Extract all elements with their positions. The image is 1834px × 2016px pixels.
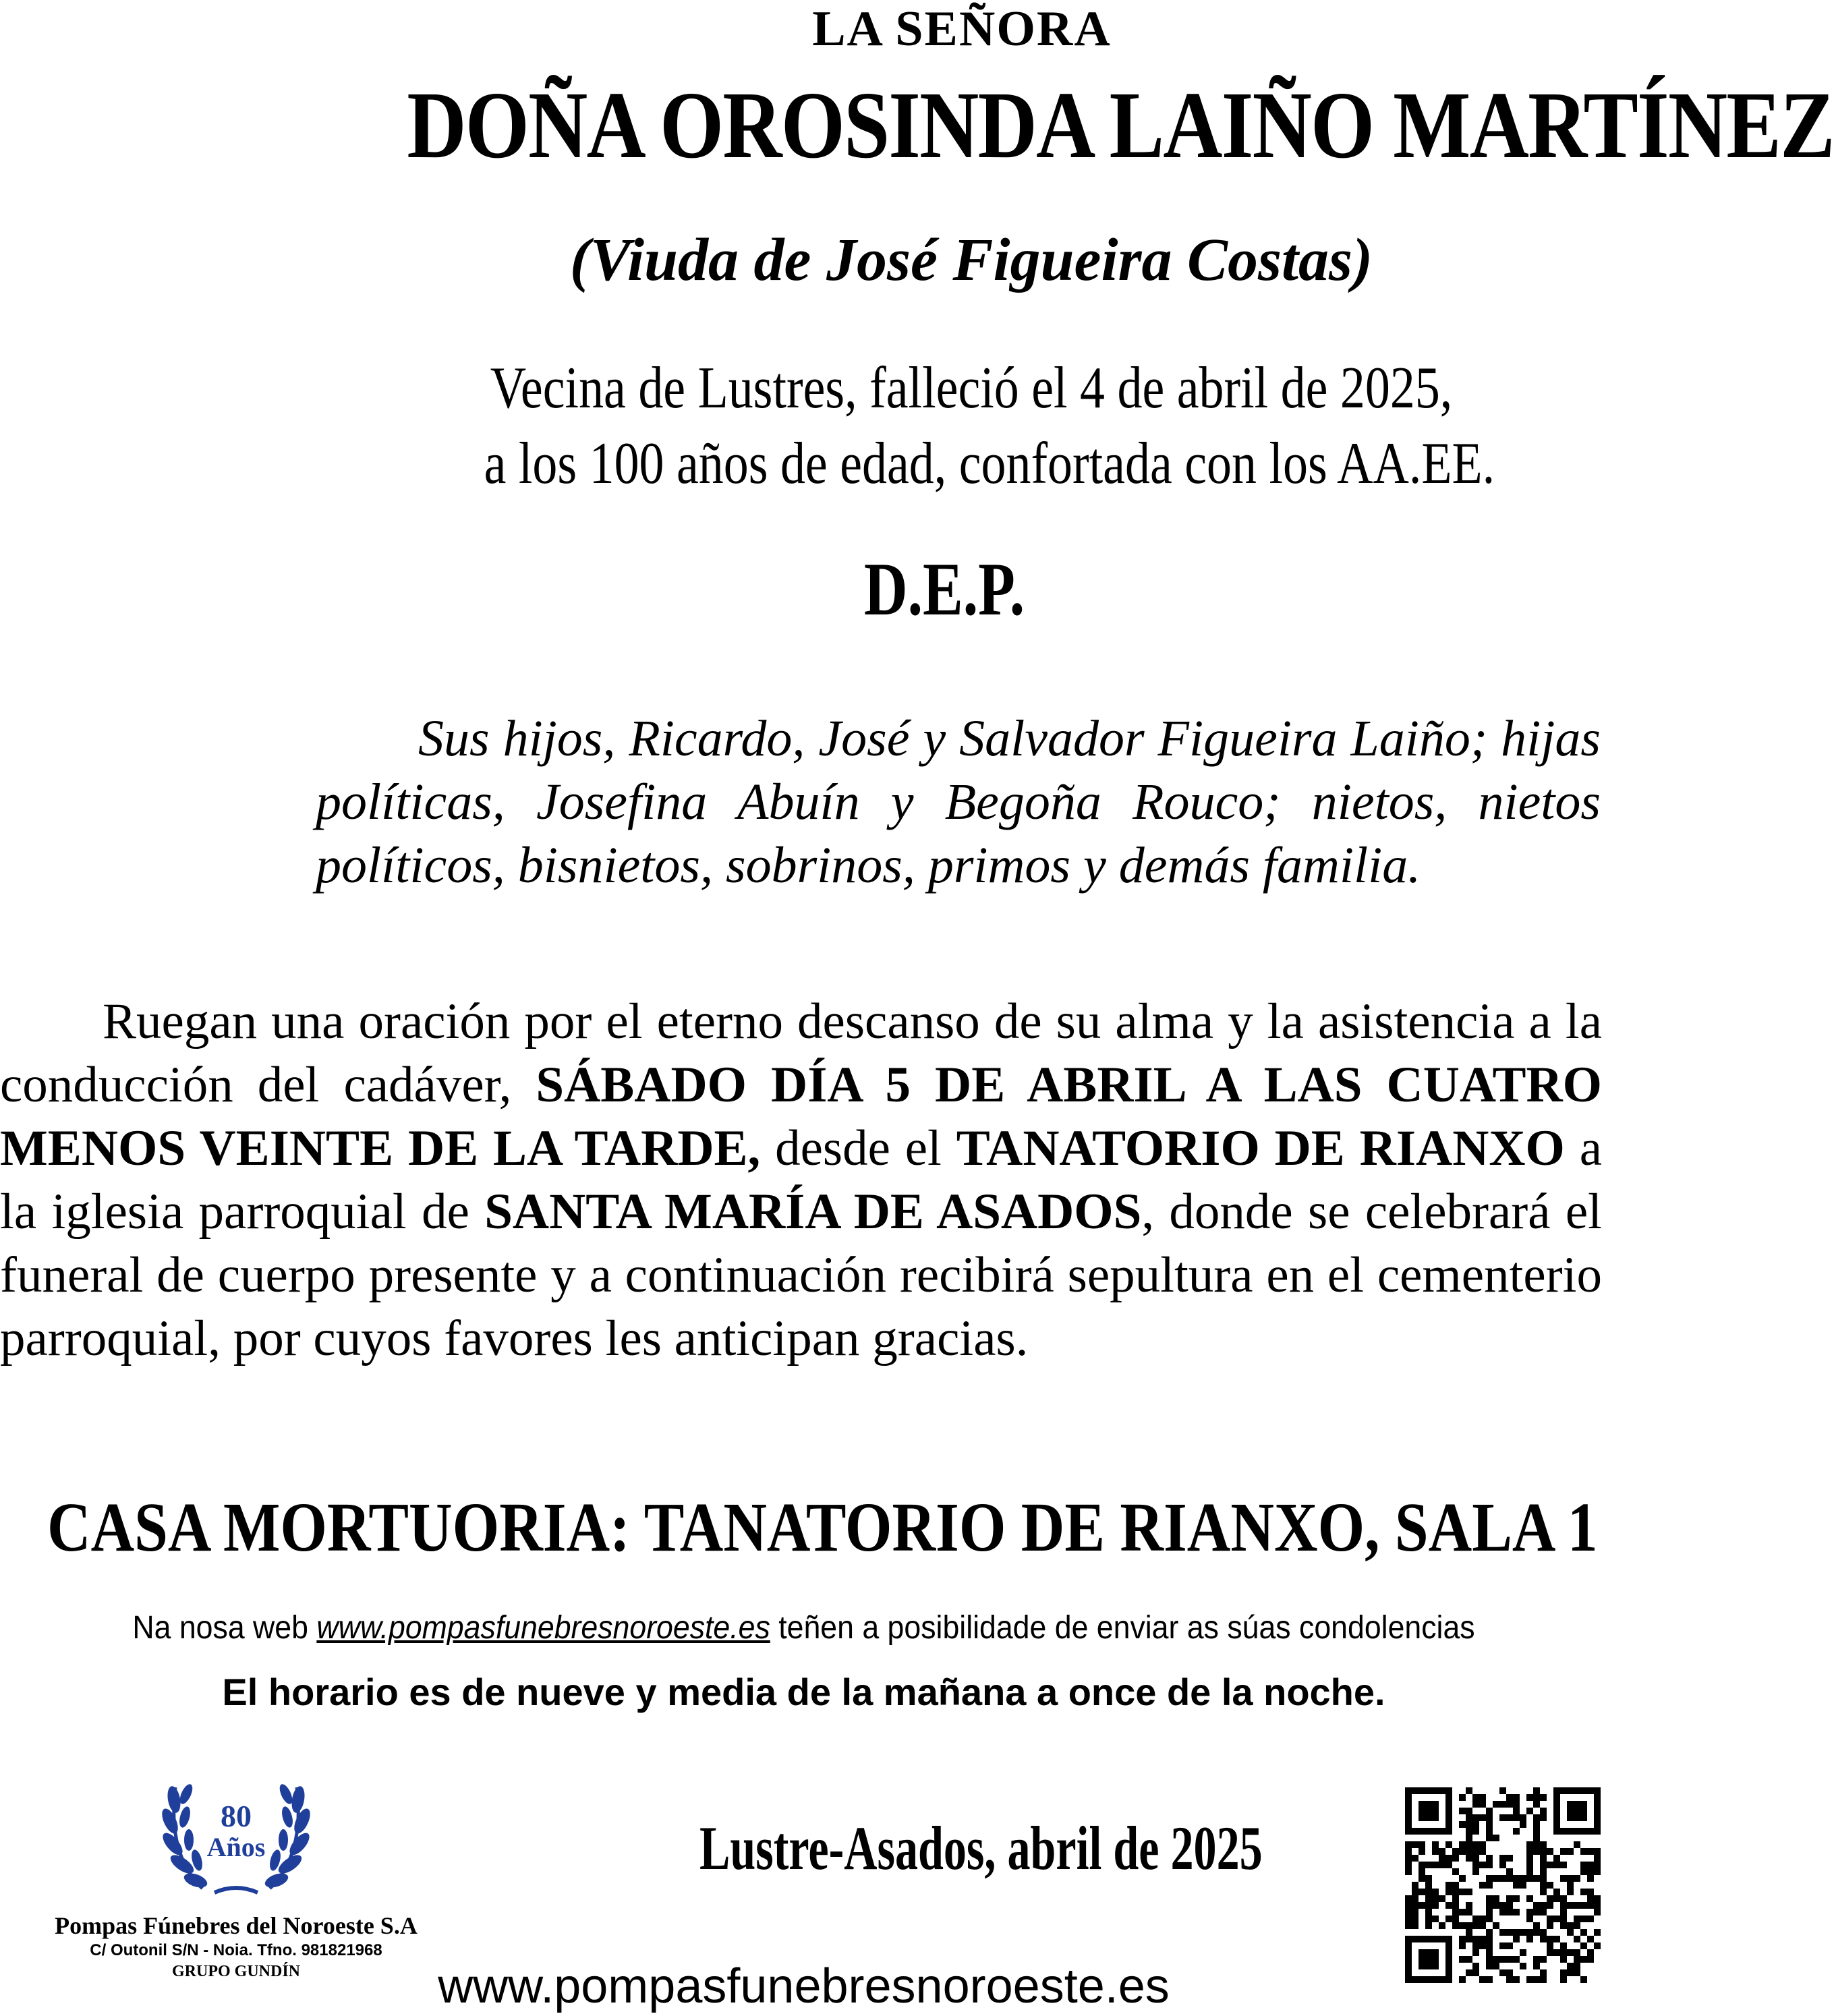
ceremony-church: SANTA MARÍA DE ASADOS <box>484 1184 1142 1240</box>
ceremony-paragraph <box>0 990 1602 1371</box>
ceremony-datetime: SÁBADO DÍA 5 DE ABRIL A LAS CUATRO MENOS VEINTE DE LA TARDE, <box>0 1057 1602 1176</box>
web-note-suffix: teñen a posibilidade de enviar as súas condolencias <box>770 1610 1475 1646</box>
ceremony-text-1: Ruegan una oración por el eterno descanso de su alma y la asistencia a la conducción del cadáver, <box>0 993 1602 1113</box>
logo-group: GRUPO GUNDÍN <box>172 1963 300 1980</box>
death-details-line-2: a los 100 años de edad, confortada con los AA.EE. <box>484 431 1495 496</box>
death-details-line-1: Vecina de Lustres, falleció el 4 de abril de 2025, <box>490 355 1453 421</box>
logo-badge-number: 80 <box>221 1799 252 1833</box>
family-paragraph <box>316 707 1601 897</box>
qr-code-graphic <box>1405 1787 1601 1983</box>
family-text: Sus hijos, Ricardo, José y Salvador Figueira Laiño; hijas políticas, Josefina Abuín y Begoña Rouco; nietos, nietos políticos, bisnietos, sobrinos, primos y demás familia. <box>316 710 1601 894</box>
web-note-prefix: Na nosa web <box>132 1610 317 1646</box>
web-note <box>56 1609 1551 1648</box>
place-date: Lustre-Asados, abril de 2025 <box>699 1814 1263 1882</box>
widow-note: (Viuda de José Figueira Costas) <box>569 227 1373 293</box>
laurel-wreath-icon <box>155 1760 317 1902</box>
condolences-link[interactable]: www.pompasfunebresnoroeste.es <box>316 1610 770 1646</box>
dep-abbreviation: D.E.P. <box>863 548 1025 631</box>
logo-badge-word: Años <box>206 1832 266 1862</box>
logo-address: C/ Outonil S/N - Noia. Tfno. 981821968 <box>90 1941 382 1959</box>
deceased-name: DOÑA OROSINDA LAIÑO MARTÍNEZ <box>407 71 1834 178</box>
qr-code-icon[interactable] <box>1405 1787 1601 1983</box>
visiting-hours: El horario es de nueve y media de la mañana a once de la noche. <box>222 1671 1385 1713</box>
footer-website[interactable]: www.pompasfunebresnoroeste.es <box>438 1959 1170 2013</box>
ceremony-text-3: a la iglesia parroquial de <box>0 1120 1602 1240</box>
casa-mortuoria: CASA MORTUORIA: TANATORIO DE RIANXO, SALA 1 <box>47 1489 1598 1566</box>
ceremony-origin: TANATORIO DE RIANXO <box>956 1120 1565 1176</box>
death-details <box>484 351 1495 502</box>
company-logo <box>27 1760 445 1983</box>
ceremony-text-2: desde el <box>760 1120 956 1176</box>
ceremony-text-4: , donde se celebrará el funeral de cuerpo presente y a continuación recibirá sepultura en el cementerio parroquial, por cuyos favores les anticipan gracias. <box>0 1184 1602 1366</box>
logo-company-name: Pompas Fúnebres del Noroeste S.A <box>55 1912 418 1939</box>
header-label: LA SEÑORA <box>812 1 1112 57</box>
